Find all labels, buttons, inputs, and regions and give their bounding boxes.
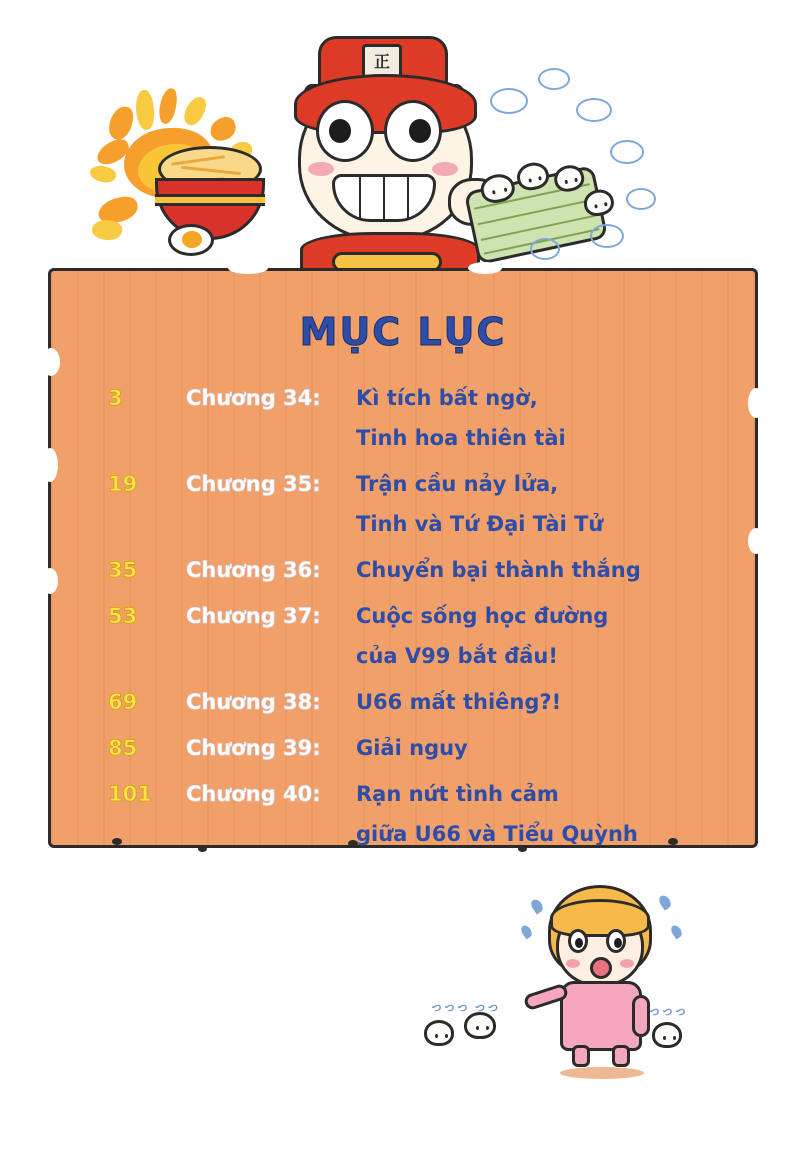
- toc-chapter-title: [356, 550, 728, 590]
- panel-edge-notch: [468, 262, 502, 274]
- steam-icon: [576, 98, 612, 122]
- top-illustration: [70, 28, 670, 278]
- toc-page-number: 69: [108, 690, 138, 714]
- toc-entry[interactable]: [100, 774, 728, 854]
- girl-cheek-left: [566, 959, 580, 968]
- page-title: MỤC LỤC: [299, 310, 507, 354]
- panel-edge-notch: [228, 262, 268, 274]
- bun-icon: [652, 1022, 682, 1048]
- sweat-drop-icon: [529, 897, 545, 914]
- toc-title-line: U66 mất thiêng?!: [356, 690, 562, 714]
- toc-entry[interactable]: [100, 378, 728, 458]
- sweat-drop-icon: [519, 924, 534, 940]
- girl-eye-right: [606, 929, 626, 953]
- toc-title-line: Kì tích bất ngờ,: [356, 386, 538, 410]
- toc-title-line: Tinh và Tứ Đại Tài Tử: [356, 512, 604, 536]
- toc-chapter-label: Chương 39:: [186, 736, 321, 760]
- toc-page-number: 19: [108, 472, 138, 496]
- toc-title-line: của V99 bắt đầu!: [356, 644, 558, 668]
- bun-icon: [464, 1012, 496, 1039]
- bun-icon: [514, 160, 551, 193]
- bowl-stripe: [155, 194, 265, 206]
- toc-chapter-title: [356, 378, 728, 458]
- toc-entry[interactable]: [100, 596, 728, 676]
- toc-page-number: 85: [108, 736, 138, 760]
- steam-icon: [590, 224, 624, 248]
- mascot-hat-badge: 正: [362, 44, 402, 78]
- toc-title-line: Giải nguy: [356, 736, 468, 760]
- toc-entry[interactable]: [100, 464, 728, 544]
- bun-icon: [424, 1020, 454, 1046]
- toc-title-line: Chuyển bại thành thắng: [356, 558, 641, 582]
- mascot-eye-left: [316, 100, 374, 162]
- steam-icon: [626, 188, 656, 210]
- girl-mouth: [590, 957, 612, 979]
- toc-chapter-title: [356, 728, 728, 768]
- panel-edge-notch: [748, 388, 764, 418]
- mascot-eye-right: [384, 100, 442, 162]
- toc-chapter-label: Chương 37:: [186, 604, 321, 628]
- toc-page-number: 101: [108, 782, 152, 806]
- bun-icon: [581, 187, 616, 219]
- panel-edge-notch: [748, 528, 764, 554]
- girl-leg-right: [612, 1045, 630, 1067]
- mascot-character: [280, 36, 490, 271]
- steam-icon: [610, 140, 644, 164]
- motion-lines: っっっ っっ: [430, 1000, 500, 1015]
- table-of-contents: [100, 378, 728, 860]
- toc-title-line: giữa U66 và Tiểu Quỳnh: [356, 822, 638, 846]
- toc-title-line: Trận cầu nảy lửa,: [356, 472, 559, 496]
- toc-page-number: 53: [108, 604, 138, 628]
- toc-entry[interactable]: [100, 728, 728, 768]
- steam-icon: [530, 238, 560, 260]
- motion-lines: っっっ: [648, 1004, 688, 1019]
- mascot-cheek-left: [308, 162, 334, 176]
- toc-page-number: 35: [108, 558, 138, 582]
- sweat-drop-icon: [669, 924, 684, 940]
- girl-shadow: [560, 1067, 644, 1079]
- steam-icon: [538, 68, 570, 90]
- steam-icon: [490, 88, 528, 114]
- girl-eye-left: [568, 929, 588, 953]
- toc-entry[interactable]: [100, 682, 728, 722]
- toc-chapter-title: [356, 464, 728, 544]
- toc-page-number: 3: [108, 386, 123, 410]
- girl-leg-left: [572, 1045, 590, 1067]
- toc-title-line: Rạn nứt tình cảm: [356, 782, 559, 806]
- toc-chapter-title: [356, 682, 728, 722]
- toc-entry[interactable]: [100, 550, 728, 590]
- mascot-cheek-right: [432, 162, 458, 176]
- toc-chapter-title: [356, 774, 728, 854]
- toc-chapter-label: Chương 35:: [186, 472, 321, 496]
- sweat-drop-icon: [657, 893, 673, 910]
- toc-chapter-label: Chương 34:: [186, 386, 321, 410]
- toc-chapter-label: Chương 40:: [186, 782, 321, 806]
- toc-title-line: Cuộc sống học đường: [356, 604, 609, 628]
- panel-edge-notch: [42, 568, 58, 594]
- girl-bangs: [550, 899, 650, 937]
- contents-panel: [48, 268, 758, 848]
- panel-edge-notch: [42, 448, 58, 482]
- toc-chapter-title: [356, 596, 728, 676]
- egg-yolk: [182, 231, 202, 248]
- girl-body: [560, 981, 642, 1051]
- girl-cheek-right: [620, 959, 634, 968]
- toc-title-line: Tinh hoa thiên tài: [356, 426, 566, 450]
- toc-chapter-label: Chương 38:: [186, 690, 321, 714]
- toc-chapter-label: Chương 36:: [186, 558, 321, 582]
